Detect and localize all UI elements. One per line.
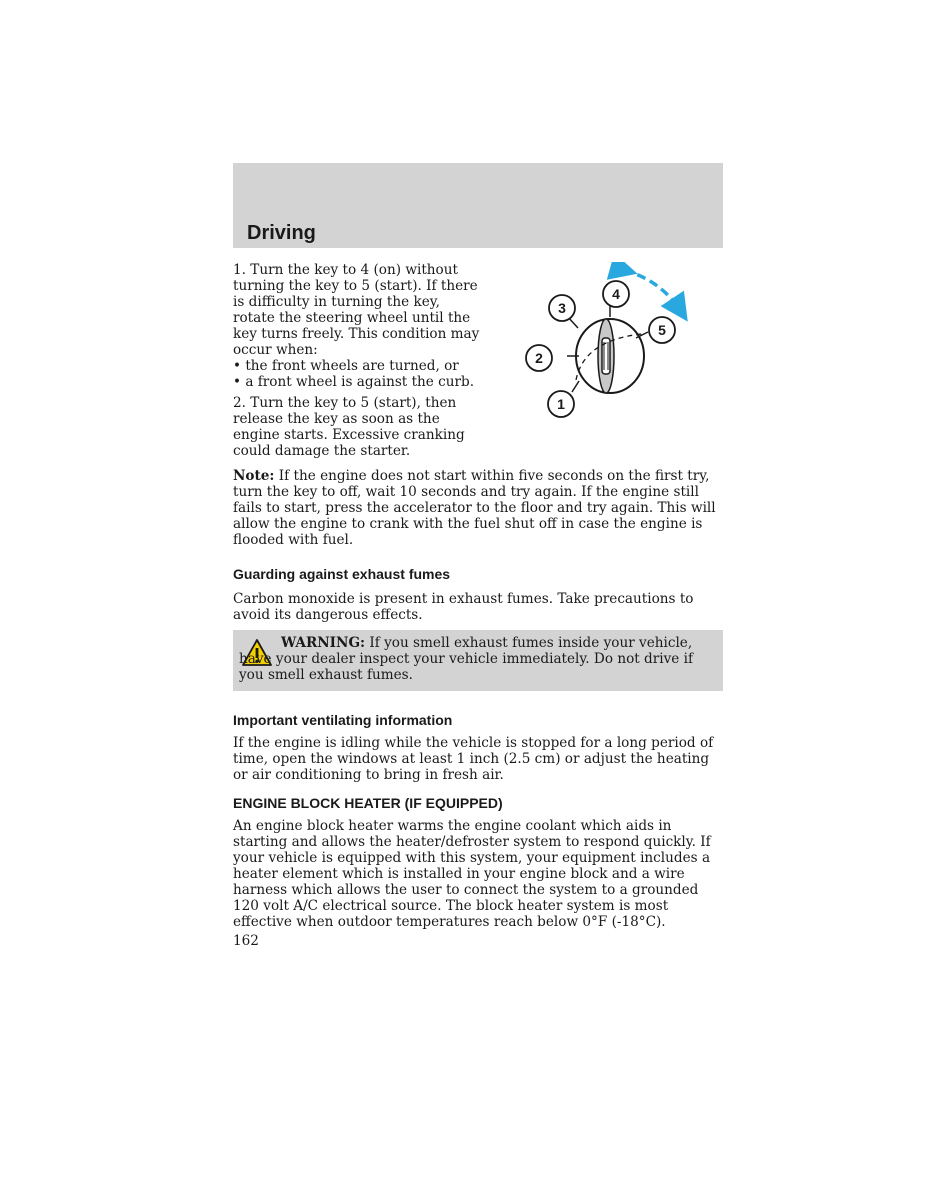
warning-paragraph [239, 635, 717, 683]
warning-box [233, 630, 723, 691]
step1-line: key turns freely. This condition may [233, 326, 480, 342]
rotation-arrow-icon [624, 270, 680, 310]
ventilating-heading: Important ventilating information [233, 712, 453, 728]
note-paragraph [233, 468, 728, 548]
block-heater-heading: ENGINE BLOCK HEATER (IF EQUIPPED) [233, 795, 503, 811]
ventilating-paragraph: If the engine is idling while the vehicle is stopped for a long period of time, open the windows at least 1 inch (2.5 cm) or adjust the heating or air conditioning to bring in fresh air. [233, 735, 714, 783]
warning-label: WARNING: [281, 635, 366, 651]
step1-line: occur when: [233, 342, 318, 358]
step1-line: rotate the steering wheel until the [233, 310, 471, 326]
section-title: Driving [247, 222, 316, 244]
starting-steps [233, 262, 483, 459]
step1-line: turning the key to 5 (start). If there [233, 278, 478, 294]
step2-line: 2. Turn the key to 5 (start), then [233, 395, 457, 411]
bullet-item: • a front wheel is against the curb. [233, 374, 475, 390]
warning-text: If you smell exhaust fumes inside your vehicle, have your dealer inspect your vehicle immediately. Do not drive if you smell exhaust fumes. [239, 635, 694, 683]
step2-line: could damage the starter. [233, 443, 411, 459]
exhaust-heading: Guarding against exhaust fumes [233, 566, 451, 582]
note-label: Note: [233, 468, 275, 484]
position-label-3: 3 [558, 300, 566, 316]
position-label-4: 4 [612, 286, 620, 302]
bullet-item: • the front wheels are turned, or [233, 358, 459, 374]
step2-line: engine starts. Excessive cranking [233, 427, 465, 443]
step1-line: is difficulty in turning the key, [233, 294, 440, 310]
exhaust-paragraph: Carbon monoxide is present in exhaust fumes. Take precautions to avoid its dangerous effects. [233, 591, 694, 623]
section-header [233, 163, 723, 248]
page-number: 162 [233, 933, 259, 949]
ignition-diagram [520, 262, 720, 422]
block-heater-paragraph: An engine block heater warms the engine coolant which aids in starting and allows the heater/defroster system to respond quickly. If your vehicle is equipped with this system, your equipment includes a heater element which is installed in your engine block and a wire harness which allows the user to connect the system to a grounded 120 volt A/C electrical source. The block heater system is most effective when outdoor temperatures reach below 0°F (-18°C). [233, 818, 711, 930]
note-text: If the engine does not start within five seconds on the first try, turn the key to off, wait 10 seconds and try again. If the engine still fails to start, press the accelerator to the floor and try again. This will allow the engine to crank with the fuel shut off in case the engine is flooded with fuel. [233, 468, 716, 548]
step2-line: release the key as soon as the [233, 411, 440, 427]
position-label-2: 2 [535, 350, 543, 366]
step1-line: 1. Turn the key to 4 (on) without [233, 262, 458, 278]
position-label-5: 5 [658, 322, 666, 338]
position-label-1: 1 [557, 396, 565, 412]
